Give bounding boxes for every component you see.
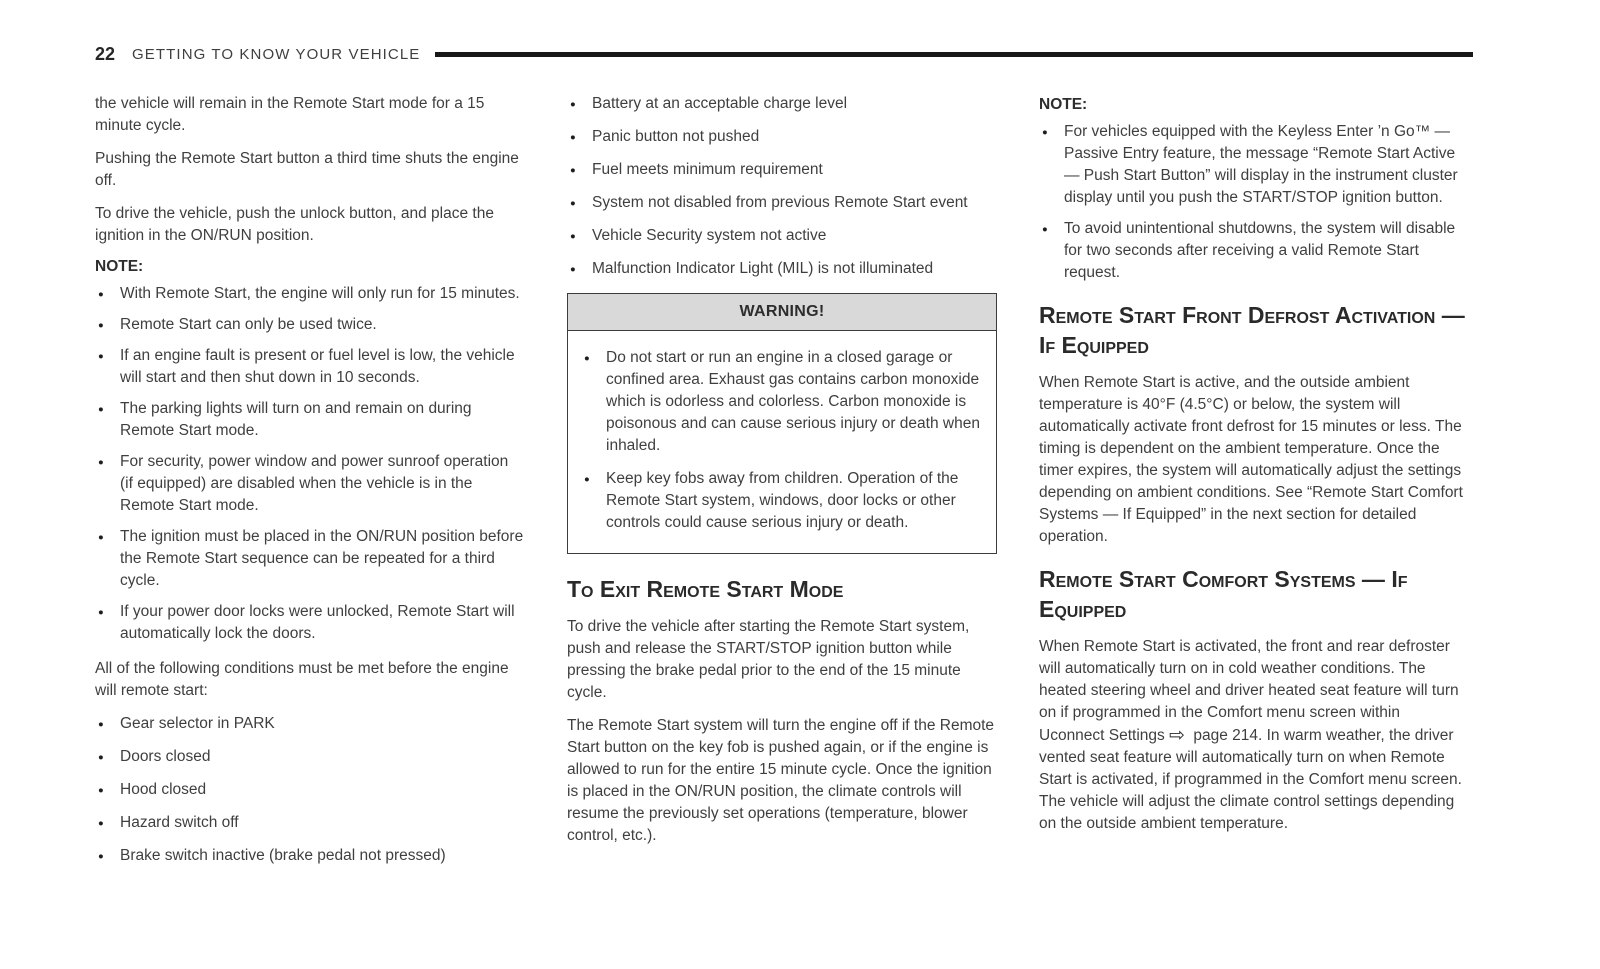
page-number: 22: [95, 44, 116, 64]
list-item: ● With Remote Start, the engine will only run for 15 minutes.: [95, 283, 525, 305]
page-reference[interactable]: [1169, 724, 1267, 746]
paragraph-exit-1: To drive the vehicle after starting the Remote Start system, push and release the START/STOP ignition button while pressing the brake pedal prior to the end of the 15 minute cycle.: [567, 618, 970, 701]
note-label: NOTE:: [1039, 96, 1088, 113]
list-item: ● Panic button not pushed: [567, 126, 997, 148]
list-item: ● Fuel meets minimum requirement: [567, 159, 997, 181]
page-header: [95, 44, 1473, 65]
condition-bullet-list: [95, 713, 525, 867]
list-item: ● The ignition must be placed in the ON/RUN position before the Remote Start sequence can be repeated for a third cycle.: [95, 526, 525, 592]
list-item: ● Malfunction Indicator Light (MIL) is not illuminated: [567, 258, 997, 280]
paragraph-remote-start-cycle: the vehicle will remain in the Remote Start mode for a 15 minute cycle.: [95, 95, 485, 134]
list-item: ● Hazard switch off: [95, 812, 525, 834]
chapter-title: GETTING TO KNOW YOUR VEHICLE: [132, 46, 421, 63]
list-item: ● Doors closed: [95, 746, 525, 768]
warning-body: [568, 331, 996, 553]
column-middle: [567, 93, 997, 880]
paragraph-conditions-intro: All of the following conditions must be met before the engine will remote start:: [95, 660, 509, 699]
page-reference-arrow-icon: ⇨: [1169, 724, 1186, 746]
warning-box: [567, 293, 997, 554]
list-item: ● Remote Start can only be used twice.: [95, 314, 525, 336]
list-item: ● Keep key fobs away from children. Operation of the Remote Start system, windows, door locks or other controls could cause serious injury or death.: [581, 468, 983, 534]
list-item: ● If your power door locks were unlocked, Remote Start will automatically lock the doors.: [95, 601, 525, 645]
note-label: NOTE:: [95, 258, 144, 275]
page-body: [95, 93, 1469, 880]
heading-exit-remote-start: To Exit Remote Start Mode: [567, 576, 844, 602]
list-item: ● Battery at an acceptable charge level: [567, 93, 997, 115]
note-bullet-list: [95, 283, 525, 645]
list-item: ● For security, power window and power sunroof operation (if equipped) are disabled when the vehicle is in the Remote Start mode.: [95, 451, 525, 517]
page-reference-text: page 214.: [1193, 727, 1263, 744]
header-rule: [435, 52, 1473, 57]
list-item: ● Gear selector in PARK: [95, 713, 525, 735]
paragraph-to-drive: To drive the vehicle, push the unlock button, and place the ignition in the ON/RUN position.: [95, 205, 494, 244]
list-item: ● Do not start or run an engine in a closed garage or confined area. Exhaust gas contains carbon monoxide which is odorless and colorless. Carbon monoxide is poisonous and can cause serious injury or death when inhaled.: [581, 347, 983, 457]
warning-bullet-list: [581, 347, 983, 534]
comfort-systems-text-1: When Remote Start is activated, the front and rear defroster will automatically turn on in cold weather conditions. The heated steering wheel and driver heated seat feature will turn on if programmed in the Comfort menu screen within Uconnect Settings: [1039, 638, 1459, 744]
list-item: ● For vehicles equipped with the Keyless Enter ’n Go™ — Passive Entry feature, the message “Remote Start Active — Push Start Button” will display in the instrument cluster display until you push the START/STOP ignition button.: [1039, 121, 1469, 209]
list-item: ● To avoid unintentional shutdowns, the system will disable for two seconds after receiving a valid Remote Start request.: [1039, 218, 1469, 284]
paragraph-comfort-systems: [1039, 636, 1469, 835]
condition-bullet-list-continued: [567, 93, 997, 280]
heading-comfort-systems: Remote Start Comfort Systems — If Equipped: [1039, 566, 1408, 622]
list-item: ● Vehicle Security system not active: [567, 225, 997, 247]
note-bullet-list-right: [1039, 121, 1469, 284]
heading-front-defrost-activation: Remote Start Front Defrost Activation — If Equipped: [1039, 302, 1465, 358]
comfort-systems-text-2: In warm weather, the driver vented seat feature will automatically turn on when Remote Start is activated, if programmed in the Comfort menu screen. The vehicle will adjust the climate control settings depending on the outside ambient temperature.: [1039, 727, 1462, 832]
list-item: ● System not disabled from previous Remote Start event: [567, 192, 997, 214]
paragraph-front-defrost: When Remote Start is active, and the outside ambient temperature is 40°F (4.5°C) or below, the system will automatically activate front defrost for 15 minutes or less. The timing is dependent on the ambient temperature. Once the timer expires, the system will automatically adjust the settings depending on ambient conditions. See “Remote Start Comfort Systems — If Equipped” in the next section for detailed operation.: [1039, 374, 1463, 545]
paragraph-exit-2: The Remote Start system will turn the engine off if the Remote Start button on the key fob is pushed again, or if the engine is allowed to run for the entire 15 minute cycle. Once the ignition is placed in the ON/RUN position, the climate controls will resume the previously set operations (temperature, blower control, etc.).: [567, 717, 995, 844]
column-right: [1039, 93, 1469, 880]
paragraph-third-push: Pushing the Remote Start button a third time shuts the engine off.: [95, 150, 519, 189]
list-item: ● Hood closed: [95, 779, 525, 801]
list-item: ● Brake switch inactive (brake pedal not pressed): [95, 845, 525, 867]
list-item: ● If an engine fault is present or fuel level is low, the vehicle will start and then shut down in 10 seconds.: [95, 345, 525, 389]
warning-title: WARNING!: [568, 294, 996, 331]
list-item: ● The parking lights will turn on and remain on during Remote Start mode.: [95, 398, 525, 442]
column-left: [95, 93, 525, 880]
